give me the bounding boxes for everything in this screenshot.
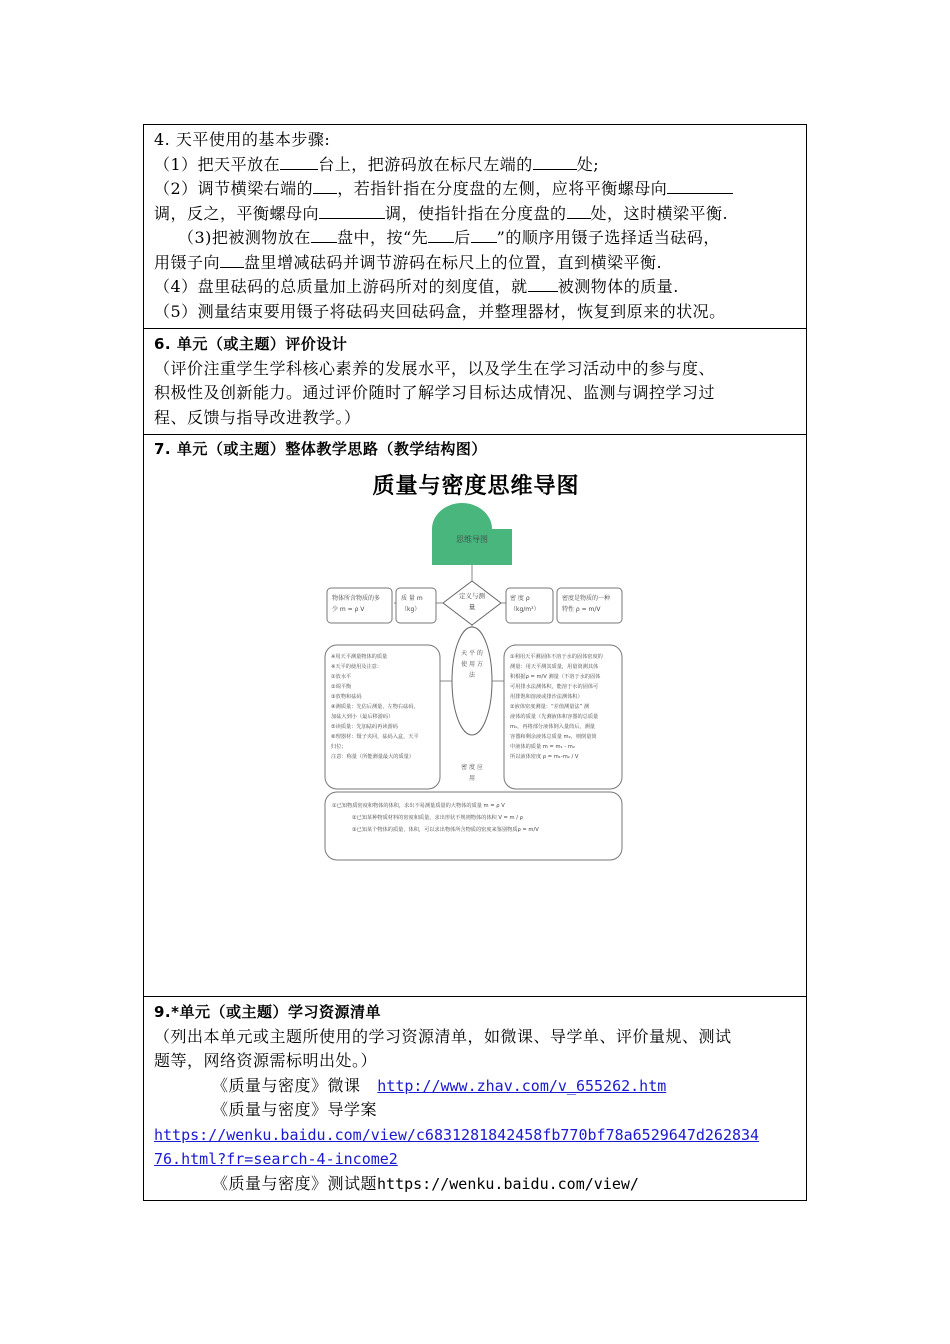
resource-2-link-cont[interactable]: 76.html?fr=search-4-income2 bbox=[154, 1150, 398, 1168]
app-text-2: 用 bbox=[468, 775, 476, 782]
resource-1-label: 《质量与密度》微课 bbox=[212, 1075, 361, 1095]
step-2-text-e: 处，这时横梁平衡. bbox=[590, 203, 729, 223]
step-3-text-b: 盘中，按“先 bbox=[336, 228, 429, 247]
density-def-text-2: 特性 ρ = m/V bbox=[562, 606, 601, 613]
app-text-1: 密 度 应 bbox=[461, 764, 483, 771]
right-panel-line: 中液体的质量 m = m₁ - m₂ bbox=[510, 744, 575, 750]
resource-1-link[interactable]: http://www.zhav.com/v_655262.htm bbox=[377, 1076, 667, 1095]
fill-blank bbox=[667, 179, 733, 194]
mindmap-diagram bbox=[144, 435, 806, 997]
section-6-text-3: 程、反馈与指导改进教学。） bbox=[154, 407, 361, 427]
step-3-line-1 bbox=[154, 226, 797, 251]
step-3-text-f: 盘里增减砝码并调节游码在标尺上的位置，直到横梁平衡. bbox=[244, 252, 663, 272]
resource-1 bbox=[154, 1074, 797, 1099]
step-5: （5）测量结束要用镊子将砝码夹回砝码盒，并整理器材，恢复到原来的状况。 bbox=[154, 301, 726, 321]
step-2-text-c: 调，反之，平衡螺母向 bbox=[154, 203, 320, 223]
right-panel-line: 测量：用天平测其质量，用量筒测其体 bbox=[510, 664, 599, 670]
oval-text-3: 法 bbox=[468, 672, 476, 679]
step-1 bbox=[154, 153, 797, 178]
mindmap-title: 质量与密度思维导图 bbox=[372, 474, 580, 499]
fill-blank bbox=[567, 204, 591, 219]
step-2-text-d: 调，使指针指在分度盘的 bbox=[385, 203, 567, 223]
section-6-evaluation bbox=[144, 329, 806, 435]
left-panel-line: 归位； bbox=[331, 744, 347, 750]
step-4-text-a: （4）盘里砝码的总质量加上游码所对的刻度值，就 bbox=[154, 277, 528, 296]
step-3-text-d: ”的顺序用镊子选择适当砝码， bbox=[496, 228, 720, 247]
section-7-structure bbox=[144, 435, 806, 997]
section-7-heading: 7. 单元（或主题）整体教学思路（教学结构图） bbox=[154, 440, 487, 458]
right-panel-line: 用排饱和溶液或排沙法测体积） bbox=[510, 694, 583, 700]
density-text-2: （kg/m³） bbox=[510, 606, 540, 613]
right-panel-line: 所以液体密度 ρ = m₁-m₂ / V bbox=[510, 754, 579, 760]
right-panel-line: m₁，再将部分液体倒入量筒后，测量 bbox=[510, 724, 595, 730]
fill-blank bbox=[319, 204, 385, 219]
fill-blank bbox=[533, 155, 577, 170]
step-2-line-2 bbox=[154, 202, 797, 227]
left-panel-line: ⑥理器材：镊子夹回，砝码入盒，天平 bbox=[331, 734, 419, 740]
oval-text-2: 使 用 方 bbox=[461, 661, 483, 668]
step-2-text-b: ，若指针指在分度盘的左侧，应将平衡螺母向 bbox=[337, 179, 668, 198]
left-panel-line: ⑤读质量：先加砝码再读游码 bbox=[331, 724, 398, 730]
right-panel-line: 液体的质量（先测液体和容器的总质量 bbox=[510, 714, 599, 720]
lesson-plan-table bbox=[143, 124, 807, 1201]
left-panel-line: ※用天平测量物体的质量 bbox=[331, 654, 388, 660]
section-6-text-1: （评价注重学生学科核心素养的发展水平，以及学生在学习活动中的参与度、 bbox=[154, 358, 716, 378]
section-4-heading: 4. 天平使用的基本步骤: bbox=[154, 130, 331, 149]
step-2-line-1 bbox=[154, 177, 797, 202]
right-panel-line: 积根据ρ = m/V 测量（不溶于水的固体 bbox=[510, 674, 601, 680]
bottom-panel-line: ②已知某种物质材料的密度和质量，求出形状不规则物体的体积 V = m / ρ bbox=[352, 815, 523, 821]
right-panel-line: 容器和剩余液体总质量 m₂，则倒量筒 bbox=[510, 734, 597, 740]
fill-blank bbox=[428, 228, 454, 243]
left-panel-line: 加砝大到小（最后移游码） bbox=[331, 714, 394, 720]
step-1-text-a: （1）把天平放在 bbox=[154, 154, 281, 174]
step-1-text-b: 台上，把游码放在标尺左端的 bbox=[318, 154, 533, 174]
resource-3-url: https://wenku.baidu.com/view/ bbox=[377, 1174, 639, 1193]
fill-blank bbox=[280, 155, 318, 170]
resource-2-url-line-1 bbox=[154, 1123, 797, 1148]
mass-text-1: 质 量 m bbox=[401, 595, 423, 602]
root-dome bbox=[432, 503, 492, 529]
section-9-text-2: 题等，网络资源需标明出处。） bbox=[154, 1051, 378, 1070]
resource-2-label: 《质量与密度》导学案 bbox=[212, 1100, 378, 1119]
fill-blank bbox=[220, 253, 244, 268]
fill-blank bbox=[311, 228, 337, 243]
resource-2-link[interactable]: https://wenku.baidu.com/view/c6831281842458fb770bf78a6529647d262834 bbox=[154, 1125, 760, 1144]
bottom-panel-line: ③已知某个物体的质量、体积，可以求出物体所含物质的密度来鉴别物质ρ = m/V bbox=[352, 827, 539, 833]
left-panel-line: 注意：称量（所能测量最大的质量） bbox=[331, 754, 415, 760]
step-4-text-b: 被测物体的质量. bbox=[557, 277, 679, 296]
right-panel-line: ②液体密度测量：“差值测量法” 测 bbox=[510, 704, 590, 710]
section-6-text-2: 积极性及创新能力。通过评价随时了解学习目标达成情况、监测与调控学习过 bbox=[154, 383, 716, 402]
balance-method-oval bbox=[452, 627, 492, 735]
step-4 bbox=[154, 275, 797, 300]
mass-def-text-1: 物体所含物质的多 bbox=[332, 595, 381, 602]
left-panel-line: ②调平衡 bbox=[331, 684, 352, 690]
resource-3-label: 《质量与密度》测试题 bbox=[212, 1173, 378, 1193]
resource-2-url-line-2 bbox=[154, 1147, 797, 1172]
fill-blank bbox=[471, 228, 497, 243]
oval-text-1: 天 平 的 bbox=[461, 650, 483, 657]
step-3-text-a: （3)把被测物放在 bbox=[178, 228, 311, 247]
density-def-text-1: 密度是物质的一种 bbox=[562, 595, 611, 602]
section-9-resources bbox=[144, 997, 806, 1200]
fill-blank bbox=[528, 277, 558, 292]
left-panel-line: ①放水平 bbox=[331, 674, 352, 680]
mass-text-2: （kg） bbox=[401, 606, 421, 613]
step-3-text-e: 用镊子向 bbox=[154, 252, 221, 272]
section-6-heading: 6. 单元（或主题）评价设计 bbox=[154, 335, 348, 353]
step-2-text-a: （2）调节横梁右端的 bbox=[154, 179, 314, 198]
fill-blank bbox=[313, 179, 337, 194]
left-panel-line: ③放物和砝码 bbox=[331, 694, 362, 700]
bottom-panel-line: ①已知物质密度和物体的体积，求出不易测量质量的大物体的质量 m = ρ V bbox=[332, 803, 505, 809]
step-3-line-2 bbox=[154, 251, 797, 276]
center-label-2: 量 bbox=[468, 603, 476, 611]
root-label: 思维导图 bbox=[456, 535, 488, 544]
mass-def-text-2: 少 m = ρ V bbox=[332, 606, 365, 613]
right-panel-line: ①利用天平测固体不溶于水的固体密度的 bbox=[510, 654, 603, 660]
right-panel-line: 可用排水法测体积，能溶于水的固体可 bbox=[510, 684, 599, 690]
center-label-1: 定义与测 bbox=[459, 592, 485, 600]
section-9-text-1: （列出本单元或主题所使用的学习资源清单，如微课、导学单、评价量规、测试 bbox=[154, 1026, 732, 1046]
step-1-text-c: 处; bbox=[576, 154, 600, 174]
step-3-text-c: 后 bbox=[454, 228, 471, 247]
left-panel-line: ※天平的使用及注意： bbox=[331, 664, 383, 670]
section-9-heading: 9.*单元（或主题）学习资源清单 bbox=[154, 1003, 381, 1021]
density-text-1: 密 度 ρ bbox=[510, 595, 530, 602]
resource-3 bbox=[154, 1172, 797, 1197]
section-4-balance-steps bbox=[144, 125, 806, 329]
left-panel-line: ④测质量：先估后测量，左物右砝码， bbox=[331, 704, 419, 710]
